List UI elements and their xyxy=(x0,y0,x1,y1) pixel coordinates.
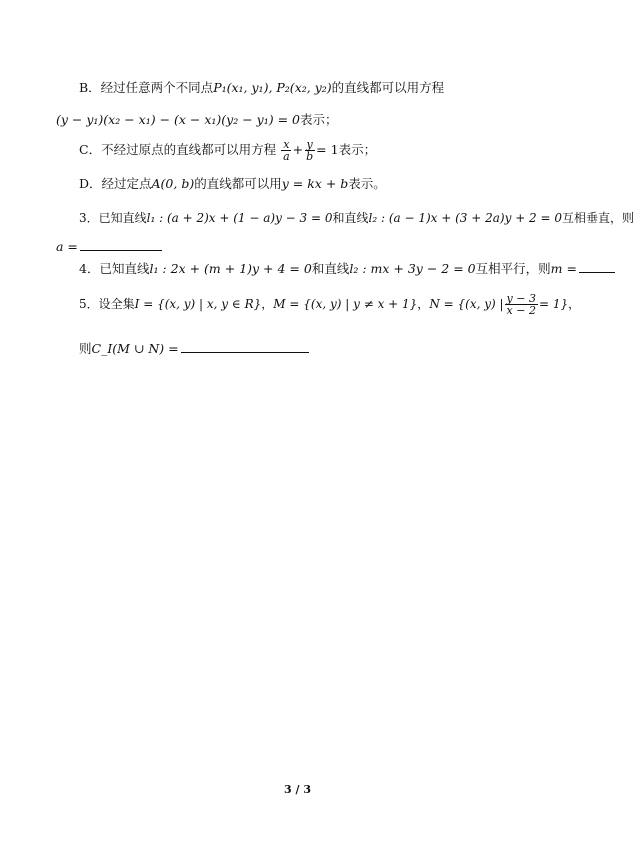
option-b-text-3: 表示； xyxy=(300,112,338,127)
option-c-fraction-y-b xyxy=(304,139,315,162)
frac-y-denominator: b xyxy=(306,150,314,163)
frac-x-numerator: x xyxy=(283,138,290,151)
option-b-equation: (y − y₁)(x₂ − x₁) − (x − x₁)(y₂ − y₁) = 0 xyxy=(56,112,301,127)
option-d-line xyxy=(79,175,386,193)
q5-text-1: 5．设全集 xyxy=(79,297,135,311)
option-b-line-1 xyxy=(79,79,444,97)
q4-text-1: 4．已知直线 xyxy=(79,261,150,276)
q3-text-3: 互相垂直，则 xyxy=(562,211,634,225)
option-c-text-2: 表示； xyxy=(338,142,377,157)
q4-line-l1: l₁ : 2x + (m + 1)y + 4 = 0 xyxy=(149,261,312,276)
q5-set-m: M = {(x, y) | y ≠ x + 1} xyxy=(273,297,418,311)
question-5-line-2 xyxy=(79,340,309,358)
q5-sep-3: ， xyxy=(568,297,581,311)
q3-text-2: 和直线 xyxy=(332,211,369,225)
option-b-text-1: B．经过任意两个不同点 xyxy=(79,80,214,95)
q3-answer-blank[interactable] xyxy=(80,238,162,251)
q5-answer-blank[interactable] xyxy=(181,340,309,353)
q5-ask-lead: 则 xyxy=(79,341,92,356)
q4-text-2: 和直线 xyxy=(311,261,350,276)
q3-text-1: 3．已知直线 xyxy=(79,211,147,225)
option-c-equals: = 1 xyxy=(316,142,339,157)
q5-ask-expression: C_I(M ∪ N) = xyxy=(91,341,179,356)
question-3-line-2 xyxy=(56,238,162,256)
option-c-fraction-x-a xyxy=(281,139,292,162)
frac-x-denominator: a xyxy=(283,150,290,163)
page-number: 3 / 3 xyxy=(284,783,311,796)
option-b-points: P₁(x₁, y₁), P₂(x₂, y₂) xyxy=(213,80,332,95)
q3-answer-lead: a = xyxy=(56,239,78,254)
q5-fraction-denominator: x − 2 xyxy=(506,304,536,317)
q5-set-i: I = {(x, y) | x, y ∈ R} xyxy=(134,297,262,311)
option-d-text-1: D．经过定点 xyxy=(79,176,152,191)
q3-line-l1: l₁ : (a + 2)x + (1 − a)y − 3 = 0 xyxy=(146,211,333,225)
q5-sep-1: ， xyxy=(261,297,274,311)
q4-line-l2: l₂ : mx + 3y − 2 = 0 xyxy=(349,261,476,276)
option-d-text-3: 表示。 xyxy=(348,176,386,191)
option-d-text-2: 的直线都可以用 xyxy=(194,176,282,191)
option-d-equation: y = kx + b xyxy=(281,176,349,191)
question-4-line xyxy=(79,260,615,278)
option-b-text-2: 的直线都可以用方程 xyxy=(331,80,445,95)
option-b-line-2 xyxy=(56,111,338,129)
frac-y-numerator: y xyxy=(306,138,313,151)
option-c-text-1: C．不经过原点的直线都可以用方程 xyxy=(79,142,277,157)
q5-set-n-lead: N = {(x, y) | xyxy=(429,297,504,311)
q4-text-3: 互相平行，则 xyxy=(475,261,551,276)
option-c-plus: + xyxy=(292,142,304,157)
q4-answer-lead: m = xyxy=(550,261,577,276)
q5-fraction-numerator: y − 3 xyxy=(506,292,536,305)
q4-answer-blank[interactable] xyxy=(579,260,615,273)
q3-line-l2: l₂ : (a − 1)x + (3 + 2a)y + 2 = 0 xyxy=(368,211,563,225)
q5-set-n-tail: = 1} xyxy=(538,297,569,311)
option-c-line xyxy=(79,139,376,162)
q5-set-n-fraction xyxy=(505,293,538,316)
option-d-point: A(0, b) xyxy=(151,176,195,191)
question-5-line-1 xyxy=(79,293,580,316)
q5-sep-2: ， xyxy=(417,297,430,311)
question-3-line-1 xyxy=(79,209,634,227)
